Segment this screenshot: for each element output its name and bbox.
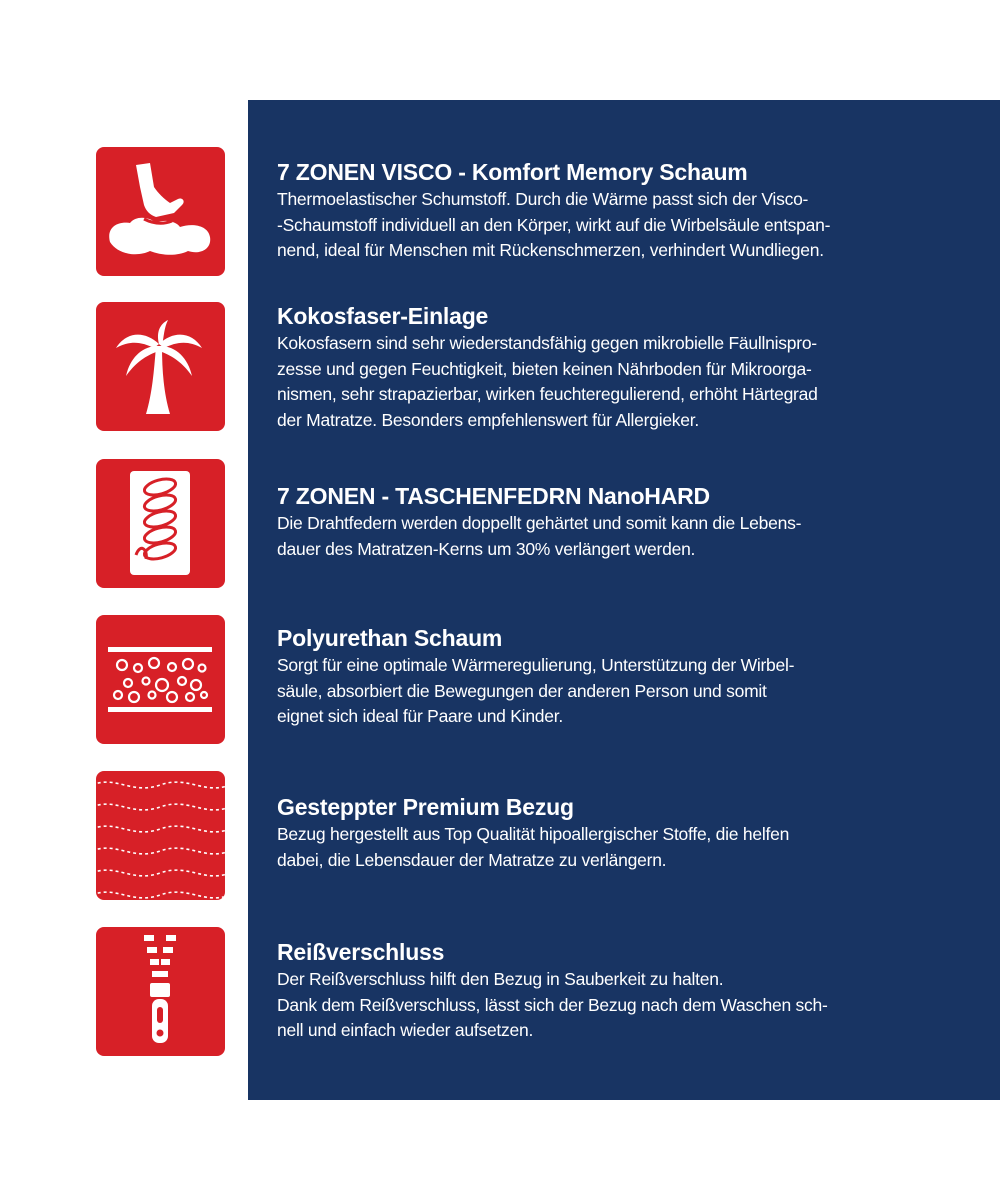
- feature-description: Kokosfasern sind sehr wiederstandsfähig gegen mikrobielle Fäullnispro- zesse und gegen Feuchtigkeit, bieten keinen Nährboden für Mikroorga- nismen, sehr strapazierbar, wirken feuchteregulierend, erhöht Härtegrad der Matratze. Besonders empfehlenswert für Allergieker.: [277, 333, 818, 430]
- feature-description: Bezug hergestellt aus Top Qualität hipoallergischer Stoffe, die helfen dabei, die Lebensdauer der Matratze zu verlängern.: [277, 824, 790, 870]
- feature-polyurethan: [277, 624, 977, 730]
- feature-title: 7 ZONEN - TASCHENFEDRN NanoHARD: [277, 483, 710, 509]
- zipper-icon: [96, 927, 225, 1056]
- feature-title: Kokosfaser-Einlage: [277, 303, 489, 329]
- feature-taschenfedern: [277, 482, 977, 562]
- feature-title: Polyurethan Schaum: [277, 625, 503, 651]
- palm-tree-icon: [96, 302, 225, 431]
- quilted-fabric-icon: [96, 771, 225, 900]
- feature-description: Thermoelastischer Schumstoff. Durch die Wärme passt sich der Visco- -Schaumstoff individuell an den Körper, wirkt auf die Wirbelsäule entspan- nend, ideal für Menschen mit Rückenschmerzen, verhindert Wundliegen.: [277, 189, 831, 260]
- feature-description: Der Reißverschluss hilft den Bezug in Sauberkeit zu halten. Dank dem Reißverschluss, lässt sich der Bezug nach dem Waschen sch- nell und einfach wieder aufsetzen.: [277, 969, 828, 1040]
- feature-description: Sorgt für eine optimale Wärmeregulierung, Unterstützung der Wirbel- säule, absorbiert die Bewegungen der anderen Person und somit eignet sich ideal für Paare und Kinder.: [277, 655, 795, 726]
- feature-title: Gesteppter Premium Bezug: [277, 794, 574, 820]
- feature-visco: [277, 158, 977, 264]
- pocket-spring-icon: [96, 459, 225, 588]
- feature-kokosfaser: [277, 302, 977, 433]
- foam-bubbles-icon: [96, 615, 225, 744]
- hand-pressing-foam-icon: [96, 147, 225, 276]
- feature-title: 7 ZONEN VISCO - Komfort Memory Schaum: [277, 159, 748, 185]
- feature-description: Die Drahtfedern werden doppellt gehärtet und somit kann die Lebens- dauer des Matratzen-Kerns um 30% verlängert werden.: [277, 513, 802, 559]
- feature-title: Reißverschluss: [277, 939, 445, 965]
- feature-bezug: [277, 793, 977, 873]
- feature-reissverschluss: [277, 938, 977, 1044]
